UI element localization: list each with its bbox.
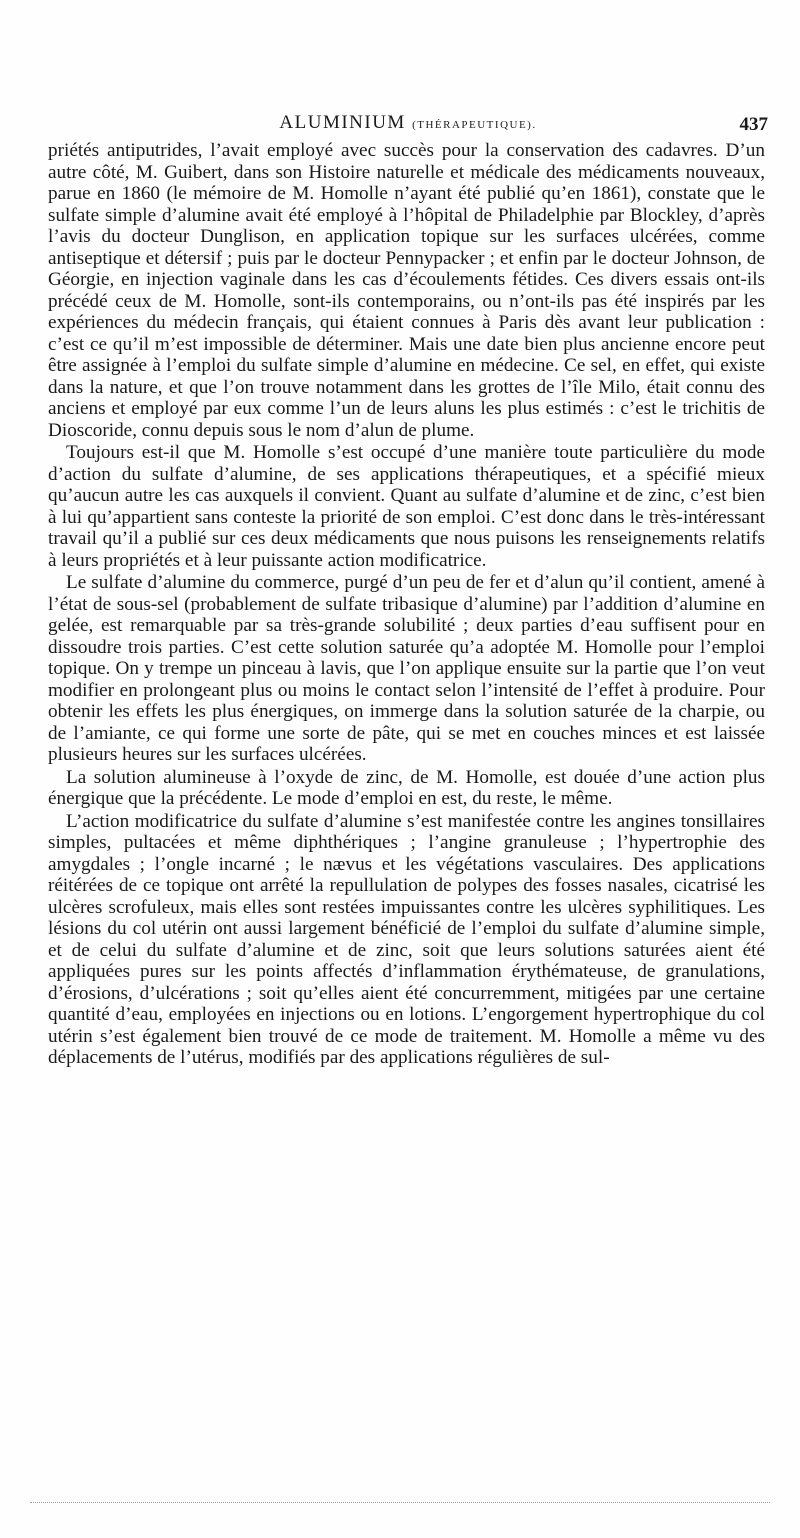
body-text <box>48 140 765 1069</box>
paragraph-sulfate-commerce: Le sulfate d’alumine du commerce, purgé d’un peu de fer et d’alun qu’il contient, amené à l’état de sous-sel (probablement de sulfate tribasique d’alumine) par l’addition d’alumine en gelée, est remarquable par sa très-grande solubilité ; deux parties d’eau suffisent pour en dissoudre trois parties. C’est cette solution saturée qu’a adoptée M. Homolle pour l’emploi topique. On y trempe un pinceau à lavis, que l’on applique ensuite sur la partie que l’on veut modifier en prolongeant plus ou moins le contact selon l’intensité de l’effet à produire. Pour obtenir les effets les plus énergiques, on immerge dans la solution saturée de la charpie, ou de l’amiante, ce qui forme une sorte de pâte, qui se met en couches minces et est laissée plusieurs heures sur les surfaces ulcérées. <box>48 572 765 765</box>
paragraph-homolle-mode-action: Toujours est-il que M. Homolle s’est occupé d’une manière toute particulière du mode d’action du sulfate d’alumine, de ses applications thérapeutiques, et a spécifié mieux qu’aucun autre les cas auxquels il convient. Quant au sulfate d’alumine et de zinc, c’est bien à lui qu’appartient sans conteste la priorité de son emploi. C’est donc dans le très-intéressant travail qu’il a publié sur ces deux médicaments que nous puisons les renseignements relatifs à leurs propriétés et à leur puissante action modificatrice. <box>48 442 765 571</box>
running-title <box>48 112 768 134</box>
paragraph-action-modificatrice: L’action modificatrice du sulfate d’alumine s’est manifestée contre les angines tonsillaires simples, pultacées et même diphthériques ; l’angine granuleuse ; l’hypertrophie des amygdales ; l’ongle incarné ; le nævus et les végétations vasculaires. Des applications réitérées de ce topique ont arrêté la repullulation de polypes des fosses nasales, cicatrisé les ulcères scrofuleux, mais elles sont restées impuissantes contre les ulcères syphilitiques. Les lésions du col utérin ont aussi largement bénéficié de l’emploi du sulfate d’alumine simple, et de celui du sulfate d’alumine et de zinc, soit que leurs solutions saturées aient été appliquées pures sur les points affectés d’inflammation érythémateuse, de granulations, d’érosions, d’ulcérations ; soit qu’elles aient été concurremment, mitigées par une certaine quantité d’eau, employées en injections ou en lotions. L’engorgement hypertrophique du col utérin s’est également bien trouvé de ce mode de traitement. M. Homolle a même vu des déplacements de l’utérus, modifiés par des applications régulières de sul- <box>48 810 765 1068</box>
running-title-main: ALUMINIUM <box>279 112 406 133</box>
paragraph-continuation: priétés antiputrides, l’avait employé avec succès pour la conservation des cadavres. D’un autre côté, M. Guibert, dans son Histoire naturelle et médicale des médicaments nouveaux, parue en 1860 (le mémoire de M. Homolle n’ayant été publié qu’en 1861), constate que le sulfate simple d’alumine avait été employé à l’hôpital de Philadelphie par Blockley, d’après l’avis du docteur Dunglison, en application topique sur les surfaces ulcérées, comme antiseptique et détersif ; puis par le docteur Pennypacker ; et enfin par le docteur Johnson, de Géorgie, en injection vaginale dans les cas d’écoulements fétides. Ces divers essais ont-ils précédé ceux de M. Homolle, sont-ils contemporains, ou n’ont-ils pas été inspirés par les expériences du médecin français, qui étaient connues à Paris dès avant leur publication : c’est ce qu’il m’est impossible de déterminer. Mais une date bien plus ancienne encore peut être assignée à l’emploi du sulfate simple d’alumine en médecine. Ce sel, en effet, qui existe dans la nature, et que l’on trouve notamment dans les grottes de l’île Milo, était connu des anciens et employé par eux comme l’un de leurs aluns les plus estimés : c’est le trichitis de Dioscoride, connu depuis sous le nom d’alun de plume. <box>48 140 765 441</box>
paragraph-solution-zinc: La solution alumineuse à l’oxyde de zinc, de M. Homolle, est douée d’une action plus énergique que la précédente. Le mode d’emploi en est, du reste, le même. <box>48 766 765 809</box>
page-number: 437 <box>739 114 768 135</box>
footer-rule <box>30 1502 770 1503</box>
running-title-sub: (THÉRAPEUTIQUE). <box>412 119 537 131</box>
running-head <box>48 112 768 136</box>
